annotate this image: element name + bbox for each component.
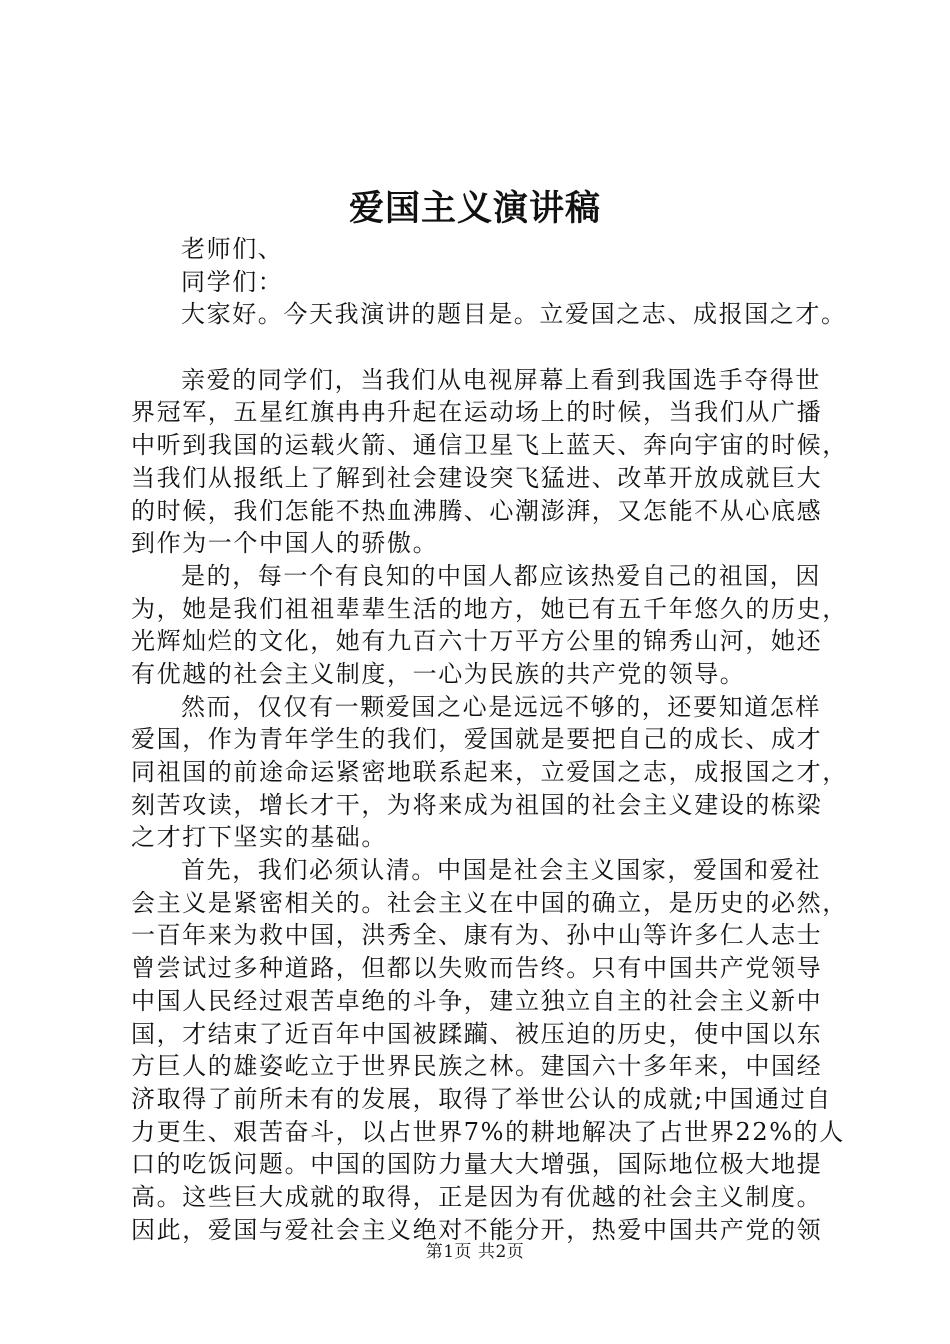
text-line: 力更生、艰苦奋斗，以占世界7%的耕地解决了占世界22%的人 [131,1117,845,1146]
page-footer: 第1页 共2页 [425,1242,525,1262]
text-line: 当我们从报纸上了解到社会建设突飞猛进、改革开放成就巨大 [131,463,823,492]
text-line: 亲爱的同学们，当我们从电视屏幕上看到我国选手夺得世 [181,365,821,394]
text-line: 同学们： [181,267,284,296]
text-line: 爱国，作为青年学生的我们，爱国就是要把自己的成长、成才 [131,725,823,754]
text-line: 光辉灿烂的文化，她有九百六十万平方公里的锦秀山河，她还 [131,627,823,656]
text-line: 因此，爱国与爱社会主义绝对不能分开，热爱中国共产党的领 [131,1215,823,1244]
text-line: 为，她是我们祖祖辈辈生活的地方，她已有五千年悠久的历史， [131,594,848,623]
text-line: 刻苦攻读，增长才干，为将来成为祖国的社会主义建设的栋梁 [131,790,823,819]
text-line: 中听到我国的运载火箭、通信卫星飞上蓝天、奔向宇宙的时候， [131,431,848,460]
text-line: 老师们、 [181,235,284,263]
text-line: 到作为一个中国人的骄傲。 [131,529,439,558]
text-line: 方巨人的雄姿屹立于世界民族之林。建国六十多年来，中国经 [131,1052,823,1081]
text-line: 然而，仅仅有一颗爱国之心是远远不够的，还要知道怎样 [181,692,821,721]
text-line: 首先，我们必须认清。中国是社会主义国家，爱国和爱社 [181,856,821,885]
text-line: 界冠军，五星红旗冉冉升起在运动场上的时候，当我们从广播 [131,398,823,427]
blank-line [131,331,851,364]
text-line: 曾尝试过多种道路，但都以失败而告终。只有中国共产党领导 [131,954,823,983]
text-line: 中国人民经过艰苦卓绝的斗争，建立独立自主的社会主义新中 [131,986,823,1015]
text-line: 大家好。今天我演讲的题目是。立爱国之志、成报国之才。 [181,300,847,329]
text-line: 口的吃饭问题。中国的国防力量大大增强，国际地位极大地提 [131,1150,823,1179]
text-line: 国，才结束了近百年中国被蹂躏、被压迫的历史，使中国以东 [131,1019,823,1048]
document-body [131,233,851,1246]
text-line: 的时候，我们怎能不热血沸腾、心潮澎湃，又怎能不从心底感 [131,496,823,525]
text-line: 济取得了前所未有的发展，取得了举世公认的成就;中国通过自 [131,1084,832,1113]
text-line: 是的，每一个有良知的中国人都应该热爱自己的祖国，因 [181,561,821,590]
text-line: 同祖国的前途命运紧密地联系起来，立爱国之志，成报国之才， [131,758,848,786]
text-line: 一百年来为救中国，洪秀全、康有为、孙中山等许多仁人志士 [131,921,823,950]
document-title: 爱国主义演讲稿 [348,188,601,229]
text-line: 会主义是紧密相关的。社会主义在中国的确立，是历史的必然， [131,888,848,917]
text-line: 高。这些巨大成就的取得，正是因为有优越的社会主义制度。 [131,1182,823,1211]
text-line: 有优越的社会主义制度，一心为民族的共产党的领导。 [131,659,746,688]
text-line: 之才打下坚实的基础。 [131,823,387,852]
